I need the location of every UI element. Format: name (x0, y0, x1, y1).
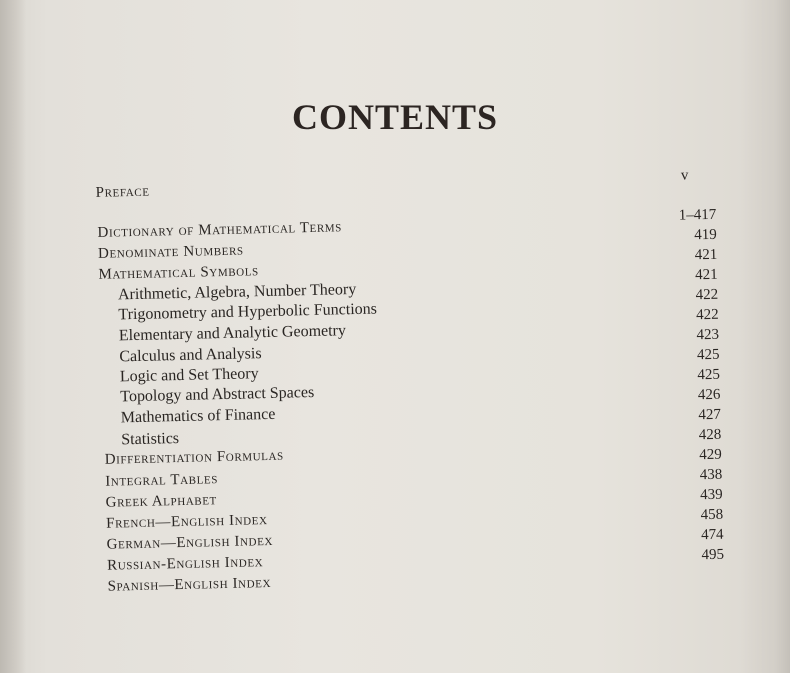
toc-subentry: Elementary and Analytic Geometry (118, 322, 347, 345)
toc-entry: Greek Alphabet (105, 492, 218, 511)
toc-entry: Differentiation Formulas (104, 447, 284, 468)
page-number: 1–417 (678, 206, 717, 224)
toc-subentry: Trigonometry and Hyperbolic Functions (118, 300, 378, 324)
page-number: 429 (699, 446, 722, 464)
toc-entry: Denominate Numbers (97, 242, 244, 262)
page-number: 439 (700, 486, 723, 504)
toc-entry: Mathematical Symbols (98, 263, 259, 283)
page-number: 422 (695, 286, 719, 304)
page-number: 426 (697, 386, 721, 404)
toc-entry: Dictionary of Mathematical Terms (97, 219, 343, 241)
toc-entry: German—English Index (106, 532, 274, 553)
toc-subentry: Logic and Set Theory (119, 365, 259, 386)
page-number: 495 (701, 546, 725, 564)
toc-entry: French—English Index (106, 512, 268, 532)
toc-entry-preface: Preface (95, 183, 150, 201)
page-number: 421 (695, 266, 718, 284)
page-number: 428 (698, 426, 722, 444)
toc-entry: Integral Tables (105, 471, 219, 490)
page-number: 425 (697, 366, 721, 384)
page-number-column (631, 0, 726, 667)
page-number-preface: v (680, 167, 689, 184)
toc-subentry: Mathematics of Finance (120, 405, 276, 427)
toc-subentry: Calculus and Analysis (119, 345, 262, 366)
page-number: 425 (696, 346, 720, 364)
toc-entry: Spanish—English Index (107, 574, 272, 595)
toc-subentry: Arithmetic, Algebra, Number Theory (117, 280, 357, 304)
page-number: 422 (695, 306, 719, 324)
page-title: CONTENTS (291, 97, 499, 137)
page-number: 474 (700, 526, 724, 544)
toc-entry: Russian-English Index (106, 554, 264, 574)
page-number: 421 (694, 246, 718, 264)
page-number: 438 (699, 466, 723, 484)
page-number: 423 (696, 326, 720, 344)
toc-subentry: Statistics (121, 430, 180, 449)
page-number: 458 (700, 506, 724, 524)
page-number: 419 (694, 226, 717, 244)
toc-subentry: Topology and Abstract Spaces (120, 383, 315, 406)
page-number: 427 (698, 406, 722, 424)
